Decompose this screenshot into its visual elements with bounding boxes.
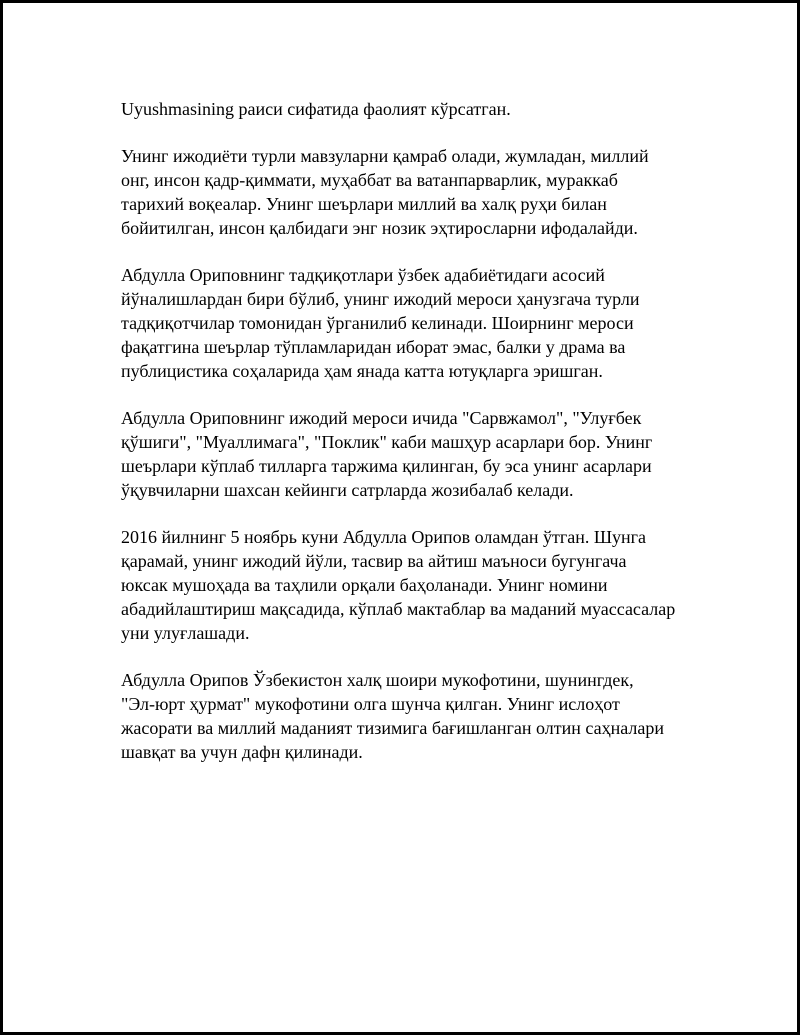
text-line: "Эл-юрт ҳурмат" мукофотини олга шунча қилган. Унинг ислоҳот	[121, 694, 620, 714]
text-line: йўналишлардан бири бўлиб, унинг ижодий мероси ҳанузгача турли	[121, 289, 640, 309]
text-line: қарамай, унинг ижодий йўли, тасвир ва айтиш маъноси бугунгача	[121, 551, 627, 571]
text-line: уни улуғлашади.	[121, 623, 250, 643]
document-body	[121, 97, 711, 787]
text-line: публицистика соҳаларида ҳам янада катта ютуқларга эришган.	[121, 361, 603, 381]
text-line: шавқат ва учун дафн қилинади.	[121, 742, 363, 762]
paragraph-2	[121, 144, 711, 240]
text-line: 2016 йилнинг 5 ноябрь куни Абдулла Орипов оламдан ўтган. Шунга	[121, 527, 647, 547]
paragraph-3	[121, 263, 711, 383]
text-line: ўқувчиларни шахсан кейинги сатрларда жозибалаб келади.	[121, 480, 574, 500]
text-line: Унинг ижодиёти турли мавзуларни қамраб олади, жумладан, миллий	[121, 146, 649, 166]
text-line: онг, инсон қадр-қиммати, муҳаббат ва ватанпарварлик, мураккаб	[121, 170, 618, 190]
paragraph-4	[121, 406, 711, 502]
text-line: жасорати ва миллий маданият тизимига бағишланган олтин саҳналари	[121, 718, 664, 738]
text-line: бойитилган, инсон қалбидаги энг нозик эҳтиросларни ифодалайди.	[121, 218, 638, 238]
text-line: шеърлари кўплаб тилларга таржима қилинган, бу эса унинг асарлари	[121, 456, 652, 476]
text-line: Абдулла Ориповнинг тадқиқотлари ўзбек адабиётидаги асосий	[121, 265, 605, 285]
text-line: Uyushmasining раиси сифатида фаолият кўрсатган.	[121, 99, 511, 119]
text-line: абадийлаштириш мақсадида, кўплаб мактаблар ва маданий муассасалар	[121, 599, 676, 619]
text-line: фақатгина шеърлар тўпламларидан иборат эмас, балки у драма ва	[121, 337, 626, 357]
paragraph-5	[121, 525, 711, 645]
text-line: Абдулла Орипов Ўзбекистон халқ шоири мукофотини, шунингдек,	[121, 670, 634, 690]
paragraph-6	[121, 668, 711, 764]
text-line: тадқиқотчилар томонидан ўрганилиб келинади. Шоирнинг мероси	[121, 313, 634, 333]
text-line: юксак мушоҳада ва таҳлили орқали баҳоланади. Унинг номини	[121, 575, 608, 595]
text-line: тарихий воқеалар. Унинг шеърлари миллий ва халқ руҳи билан	[121, 194, 607, 214]
text-line: қўшиги", "Муаллимага", "Поклик" каби машҳур асарлари бор. Унинг	[121, 432, 653, 452]
paragraph-1	[121, 97, 711, 121]
text-line: Абдулла Ориповнинг ижодий мероси ичида "Сарвжамол", "Улуғбек	[121, 408, 642, 428]
